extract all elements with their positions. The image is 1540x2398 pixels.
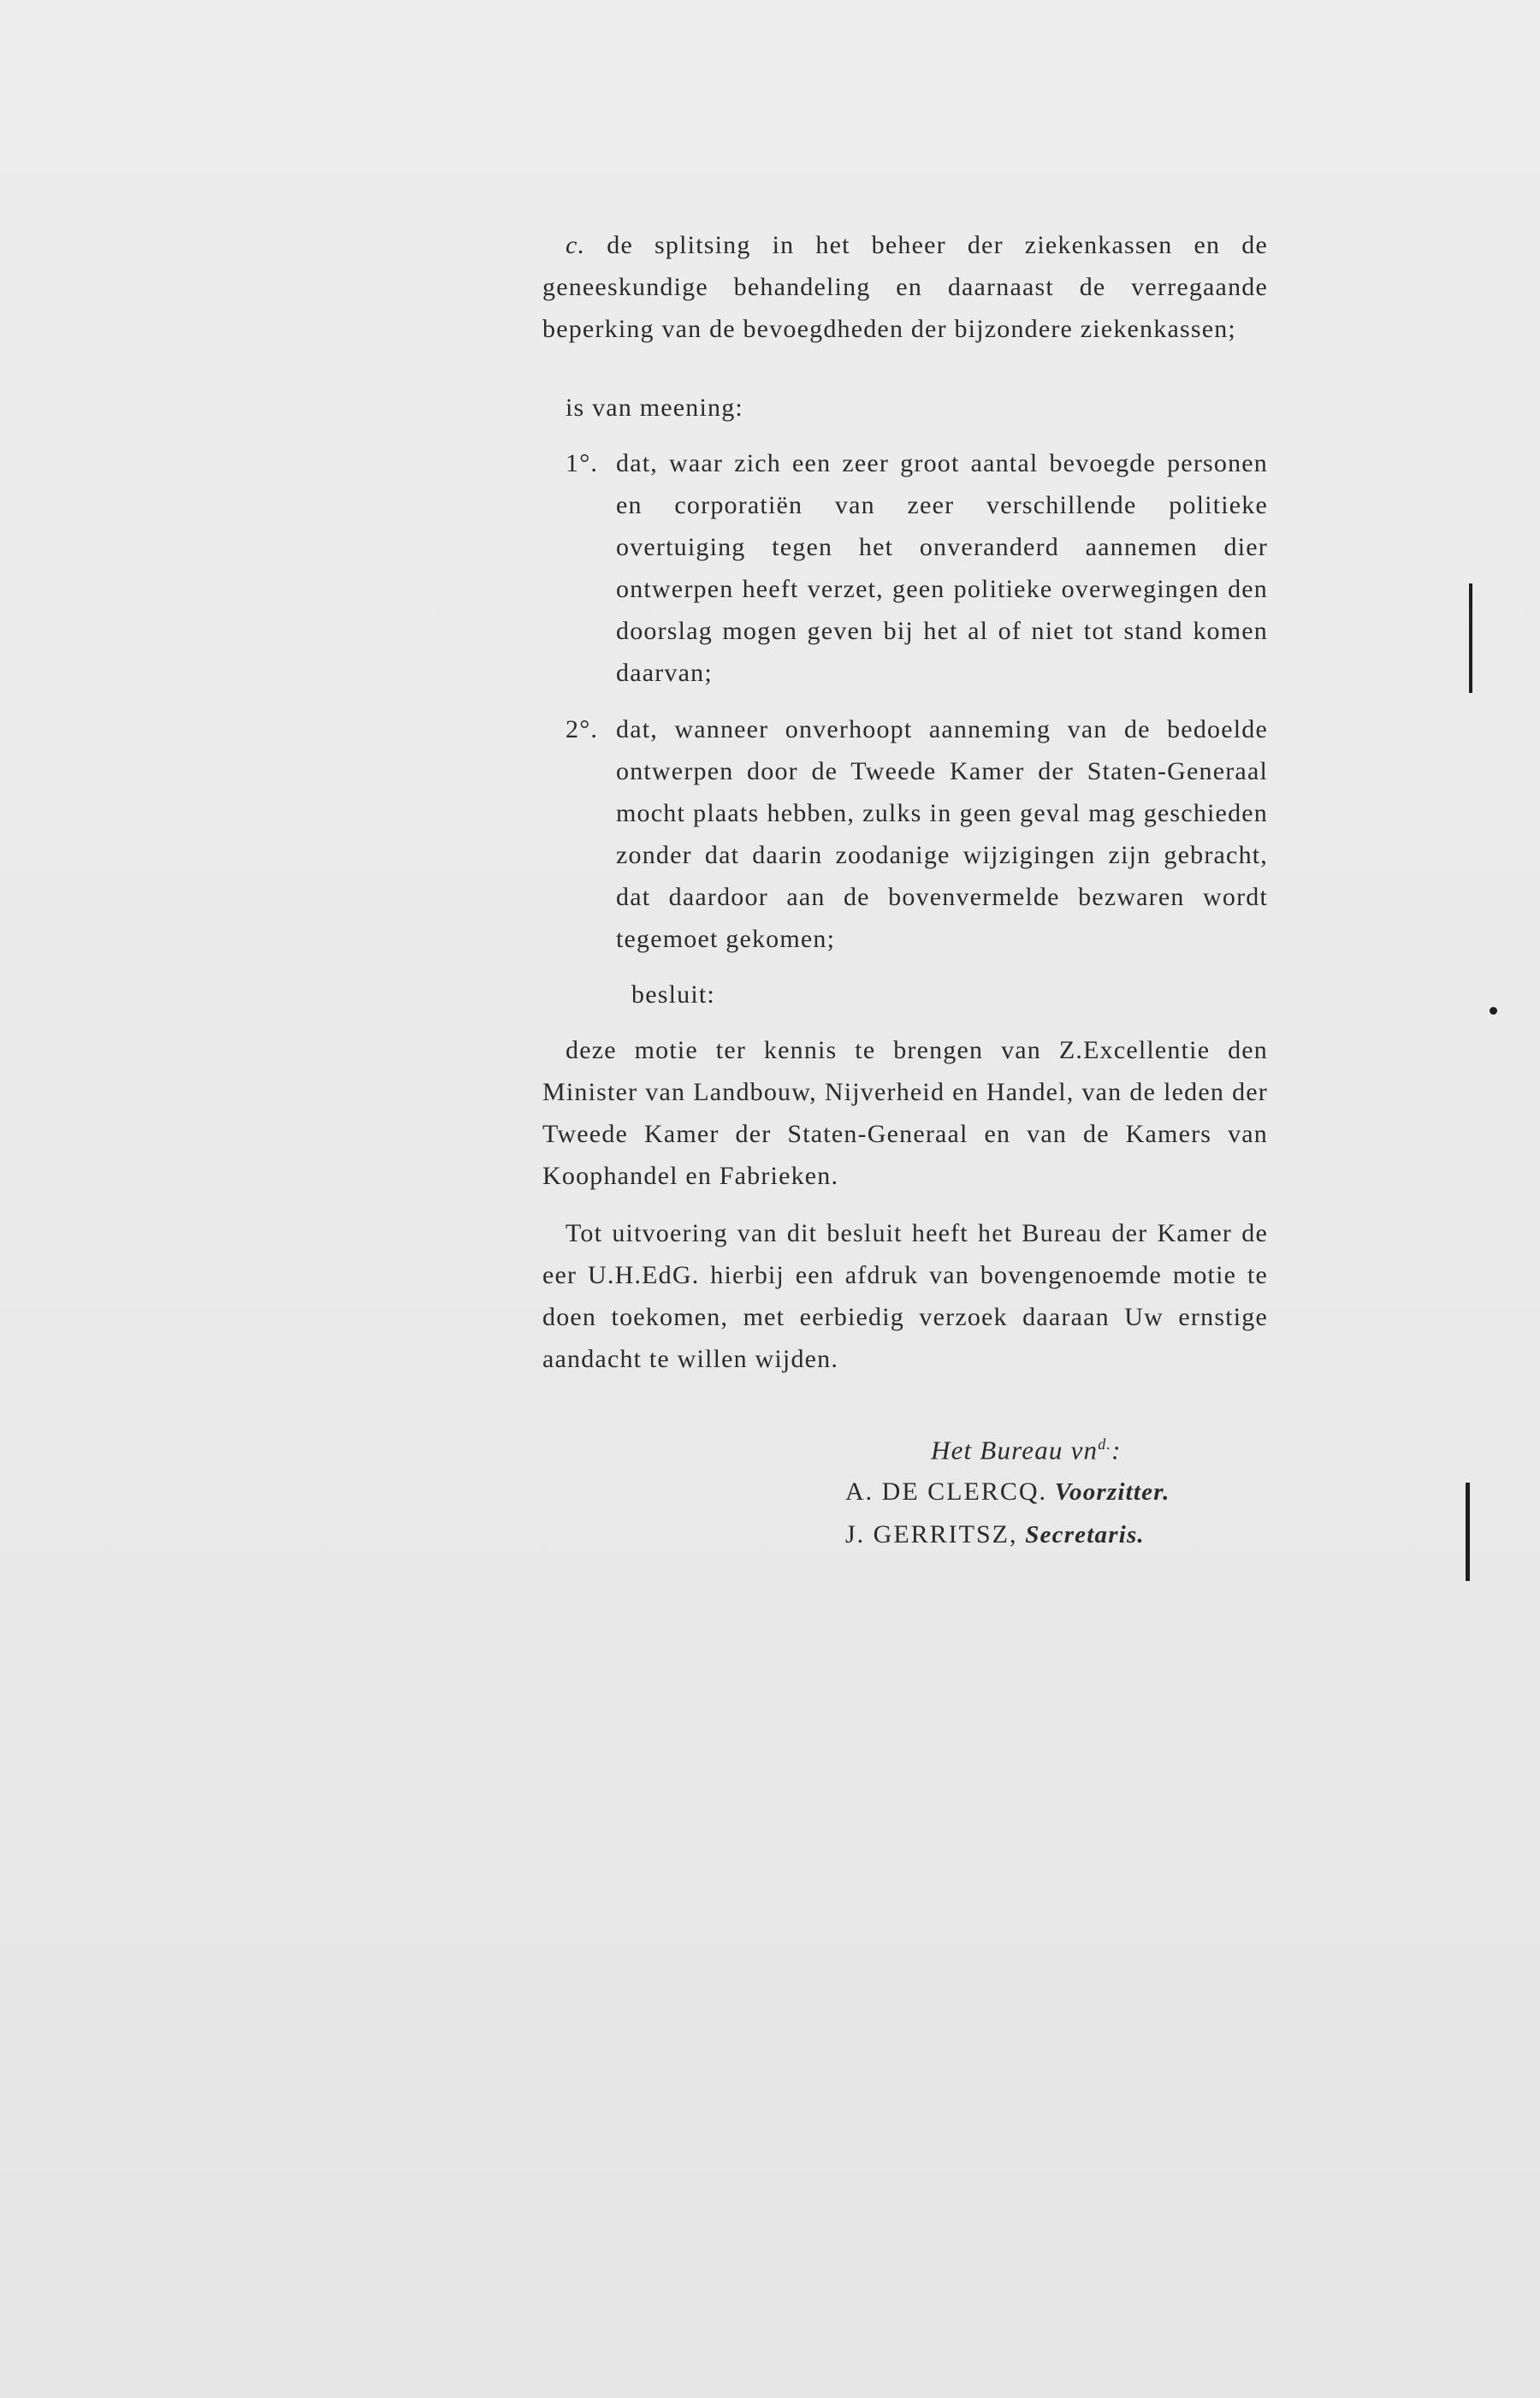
uitvoering-paragraph: Tot uitvoering van dit besluit heeft het Bureau der Kamer de eer U.H.EdG. hierbij een afdruk van bovengenoemde motie te doen toekomen, met eerbiedig verzoek daaraan Uw ernstige aandacht te willen wijden. <box>542 1219 1268 1373</box>
signer-1-name: A. DE CLERCQ. <box>845 1477 1047 1507</box>
point-1 <box>542 442 1268 694</box>
margin-mark-top <box>1469 583 1472 693</box>
besluit-heading: besluit: <box>631 980 715 1009</box>
signer-2 <box>845 1513 1268 1556</box>
margin-dot <box>1490 1007 1497 1015</box>
signer-2-name: J. GERRITSZ, <box>845 1520 1018 1549</box>
signature-heading-suffix: : <box>1111 1435 1122 1465</box>
signer-2-role: Secretaris. <box>1025 1521 1145 1549</box>
signer-1 <box>845 1471 1268 1513</box>
margin-mark-bottom <box>1466 1483 1470 1581</box>
document-body <box>542 224 1268 1556</box>
besluit-paragraph: deze motie ter kennis te brengen van Z.Excellentie den Minister van Landbouw, Nijverheid en Handel, van de leden der Tweede Kamer der Staten-Generaal en van de Kamers van Koophandel en Fabrieken. <box>542 1036 1268 1190</box>
signer-1-role: Voorzitter. <box>1054 1478 1170 1507</box>
item-c-text: de splitsing in het beheer der ziekenkassen en de geneeskundige behandeling en daarnaast de verregaande beperking van de bevoegdheden der bijzondere ziekenkassen; <box>542 231 1268 343</box>
point-2-label: 2°. <box>566 715 599 743</box>
signature-heading-sup: d. <box>1098 1436 1112 1453</box>
point-1-label: 1°. <box>566 449 599 477</box>
item-c-label: c. <box>566 231 586 259</box>
signature-heading-text: Het Bureau vn <box>931 1435 1099 1465</box>
item-c-paragraph <box>542 224 1268 350</box>
signature-heading <box>845 1424 1268 1471</box>
point-1-text: dat, waar zich een zeer groot aantal bevoegde personen en corporatiën van zeer verschillende politieke overtuiging tegen het onveranderd aannemen dier ontwerpen heeft verzet, geen politieke overwegingen den doorslag mogen geven bij het al of niet tot stand komen daarvan; <box>616 449 1268 687</box>
point-2 <box>542 708 1268 960</box>
is-van-meening: is van meening: <box>566 394 743 422</box>
point-2-text: dat, wanneer onverhoopt aanneming van de bedoelde ontwerpen door de Tweede Kamer der Staten-Generaal mocht plaats hebben, zulks in geen geval mag geschieden zonder dat daarin zoodanige wijzigingen zijn gebracht, dat daardoor aan de bovenvermelde bezwaren wordt tegemoet gekomen; <box>616 715 1268 953</box>
signature-block <box>542 1424 1268 1556</box>
